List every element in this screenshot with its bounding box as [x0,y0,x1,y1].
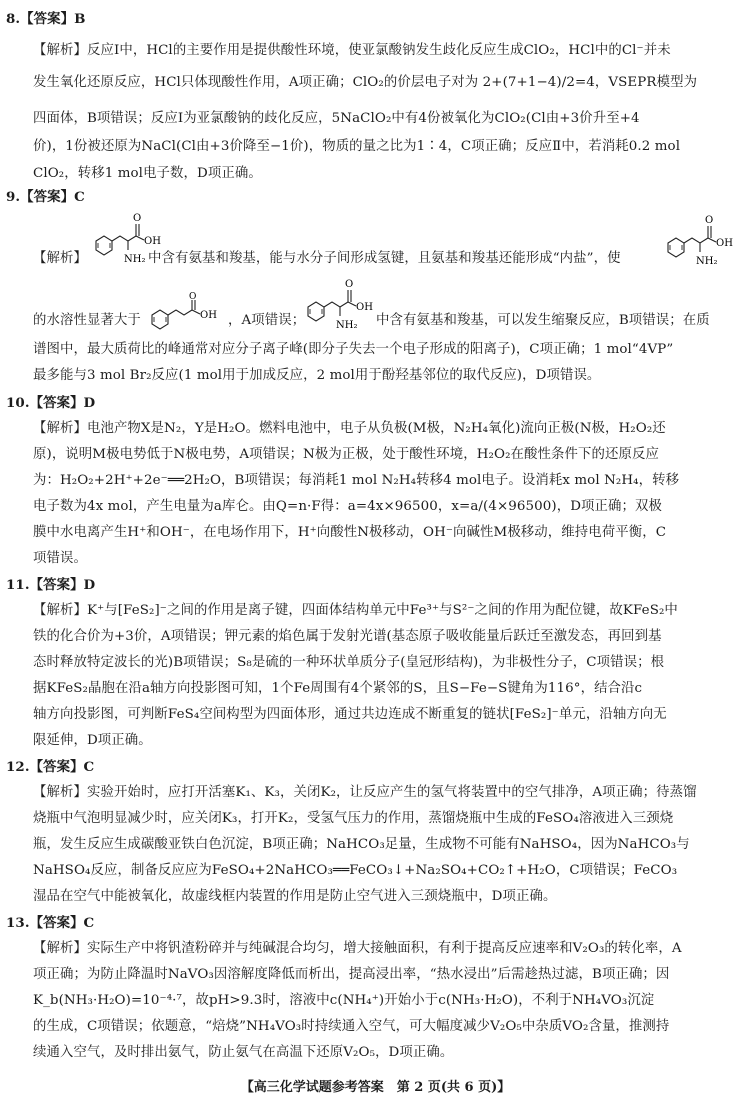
hydrocinnamic-acid-structure [146,293,226,337]
q10-analysis-line: 电子数为4x mol，产生电量为a库仑。由Q=n·F得：a=4x×96500，x=a/(4×96500)，D项正确；双极 [33,499,662,514]
phenylalanine-structure [298,276,372,334]
q12-analysis-line: NaHSO₄反应，制备反应应为FeSO₄+2NaHCO₃══FeCO₃↓+Na₂SO₄+CO₂↑+H₂O，C项错误；FeCO₃ [33,863,678,878]
q10-answer: 10.【答案】D [6,395,96,411]
q8-analysis-line: 【解析】反应Ⅰ中，HCl的主要作用是提供酸性环境，使亚氯酸钠发生歧化反应生成ClO₂，HCl中的Cl⁻并未 [33,43,671,58]
q8-analysis-line: ClO₂，转移1 mol电子数，D项正确。 [33,166,262,181]
q8-analysis-line: 价)，1份被还原为NaCl(Cl由+3价降至−1价)，物质的量之比为1∶4，C项正确；反应Ⅱ中，若消耗0.2 mol [33,139,681,154]
q9-analysis-text: 的水溶性显著大于 [33,313,141,328]
q8-analysis-line: 发生氧化还原反应，HCl只体现酸性作用，A项正确；ClO₂的价层电子对为 2+(7+1−4)/2=4，VSEPR模型为 [33,75,698,90]
svg-text:NH₂: NH₂ [336,320,358,331]
q10-analysis-line: 为：H₂O₂+2H⁺+2e⁻══2H₂O，B项错误；每消耗1 mol N₂H₄转移4 mol电子。设消耗x mol N₂H₄，转移 [33,473,680,488]
svg-text:O: O [345,279,354,290]
q9-analysis-line: 最多能与3 mol Br₂反应(1 mol用于加成反应，2 mol用于酚羟基邻位的取代反应)，D项错误。 [33,368,601,383]
q10-analysis-line: 【解析】电池产物X是N₂，Y是H₂O。燃料电池中，电子从负极(M极，N₂H₄氧化)流向正极(N极，H₂O₂还 [33,421,666,436]
q13-analysis-line: 【解析】实际生产中将钒渣粉碎并与纯碱混合均匀，增大接触面积，有利于提高反应速率和V₂O₃的转化率，A [33,941,682,956]
q9-analysis-label: 【解析】 [33,251,87,266]
q10-analysis-line: 原)，说明M极电势低于N极电势，A项错误；N极为正极，处于酸性环境，H₂O₂在酸性条件下的还原反应 [33,447,659,462]
svg-text:NH₂: NH₂ [696,256,718,267]
q13-analysis-line: 项正确；为防止降温时NaVO₃因溶解度降低而析出，提高浸出率，“热水浸出”后需趁热过滤，B项正确；因 [33,967,670,982]
q12-analysis-line: 烧瓶中气泡明显减少时，应关闭K₃，打开K₂，受氢气压力的作用，蒸馏烧瓶中生成的FeSO₄溶液进入三颈烧 [33,811,674,826]
q11-analysis-line: 态时释放特定波长的光)B项错误；S₈是硫的一种环状单质分子(皇冠形结构)，为非极性分子，C项错误；根 [33,655,665,670]
q13-analysis-line: 续通入空气，及时排出氨气，防止氨气在高温下还原V₂O₅，D项正确。 [33,1045,454,1060]
svg-text:O: O [705,215,714,226]
q11-analysis-line: 限延伸，D项正确。 [33,733,152,748]
q11-analysis-line: 据KFeS₂晶胞在沿a轴方向投影图可知，1个Fe周围有4个紧邻的S，且S−Fe−S键角为116°，结合沿c [33,681,643,696]
q9-analysis-text: ，A项错误； [228,313,306,328]
q12-analysis-line: 瓶，发生反应生成碳酸亚铁白色沉淀，B项正确；NaHCO₃足量，生成物不可能有NaHSO₄，因为NaHCO₃与 [33,837,690,852]
q9-analysis-text: 中含有氨基和羧基，可以发生缩聚反应，B项错误；在质 [376,313,710,328]
q9-answer: 9.【答案】C [6,189,85,205]
svg-text:OH: OH [356,302,373,313]
q11-analysis-line: 轴方向投影图，可判断FeS₄空间构型为四面体形，通过共边连成不断重复的链状[FeS₂]⁻单元，沿轴方向无 [33,707,667,722]
svg-text:NH₂: NH₂ [124,254,146,265]
svg-text:O: O [133,213,142,224]
svg-text:OH: OH [200,310,217,321]
q13-analysis-line: K_b(NH₃·H₂O)=10⁻⁴·⁷，故pH>9.3时，溶液中c(NH₄⁺)开始小于c(NH₃·H₂O)，不利于NH₄VO₃沉淀 [33,993,655,1008]
q8-analysis-line: 四面体，B项错误；反应Ⅰ为亚氯酸钠的歧化反应，5NaClO₂中有4份被氧化为ClO₂(Cl由+3价升至+4 [33,111,640,126]
q9-analysis-text: 中含有氨基和羧基，能与水分子间形成氢键，且氨基和羧基还能形成“内盐”，使 [148,251,621,266]
q11-answer: 11.【答案】D [6,577,96,593]
svg-text:OH: OH [144,236,161,247]
q12-analysis-line: 湿品在空气中能被氧化，故虚线框内装置的作用是防止空气进入三颈烧瓶中，D项正确。 [33,889,557,904]
q9-analysis-line: 谱图中，最大质荷比的峰通常对应分子离子峰(即分子失去一个电子形成的阳离子)，C项正确；1 mol“4VP” [33,342,674,357]
svg-text:OH: OH [716,238,733,249]
q12-analysis-line: 【解析】实验开始时，应打开活塞K₁、K₃，关闭K₂，让反应产生的氢气将装置中的空气排净，A项正确；待蒸馏 [33,785,697,800]
q8-answer: 8.【答案】B [6,11,86,27]
svg-text:O: O [189,292,197,302]
q13-answer: 13.【答案】C [6,915,95,931]
q11-analysis-line: 【解析】K⁺与[FeS₂]⁻之间的作用是离子键，四面体结构单元中Fe³⁺与S²⁻之间的作用为配位键，故KFeS₂中 [33,603,678,618]
q10-analysis-line: 项错误。 [33,551,87,566]
q10-analysis-line: 膜中水电离产生H⁺和OH⁻，在电场作用下，H⁺向酸性N极移动，OH⁻向碱性M极移动，维持电荷平衡，C [33,525,667,540]
page-footer: 【高三化学试题参考答案 第 2 页(共 6 页)】 [240,1080,511,1095]
q12-answer: 12.【答案】C [6,759,95,775]
q13-analysis-line: 的生成，C项错误；依题意，“焙烧”NH₄VO₃时持续通入空气，可大幅度减少V₂O₅中杂质VO₂含量，推测持 [33,1019,670,1034]
phenylalanine-structure [658,212,742,270]
q11-analysis-line: 铁的化合价为+3价，A项错误；钾元素的焰色属于发射光谱(基态原子吸收能量后跃迁至激发态，再回到基 [33,629,662,644]
